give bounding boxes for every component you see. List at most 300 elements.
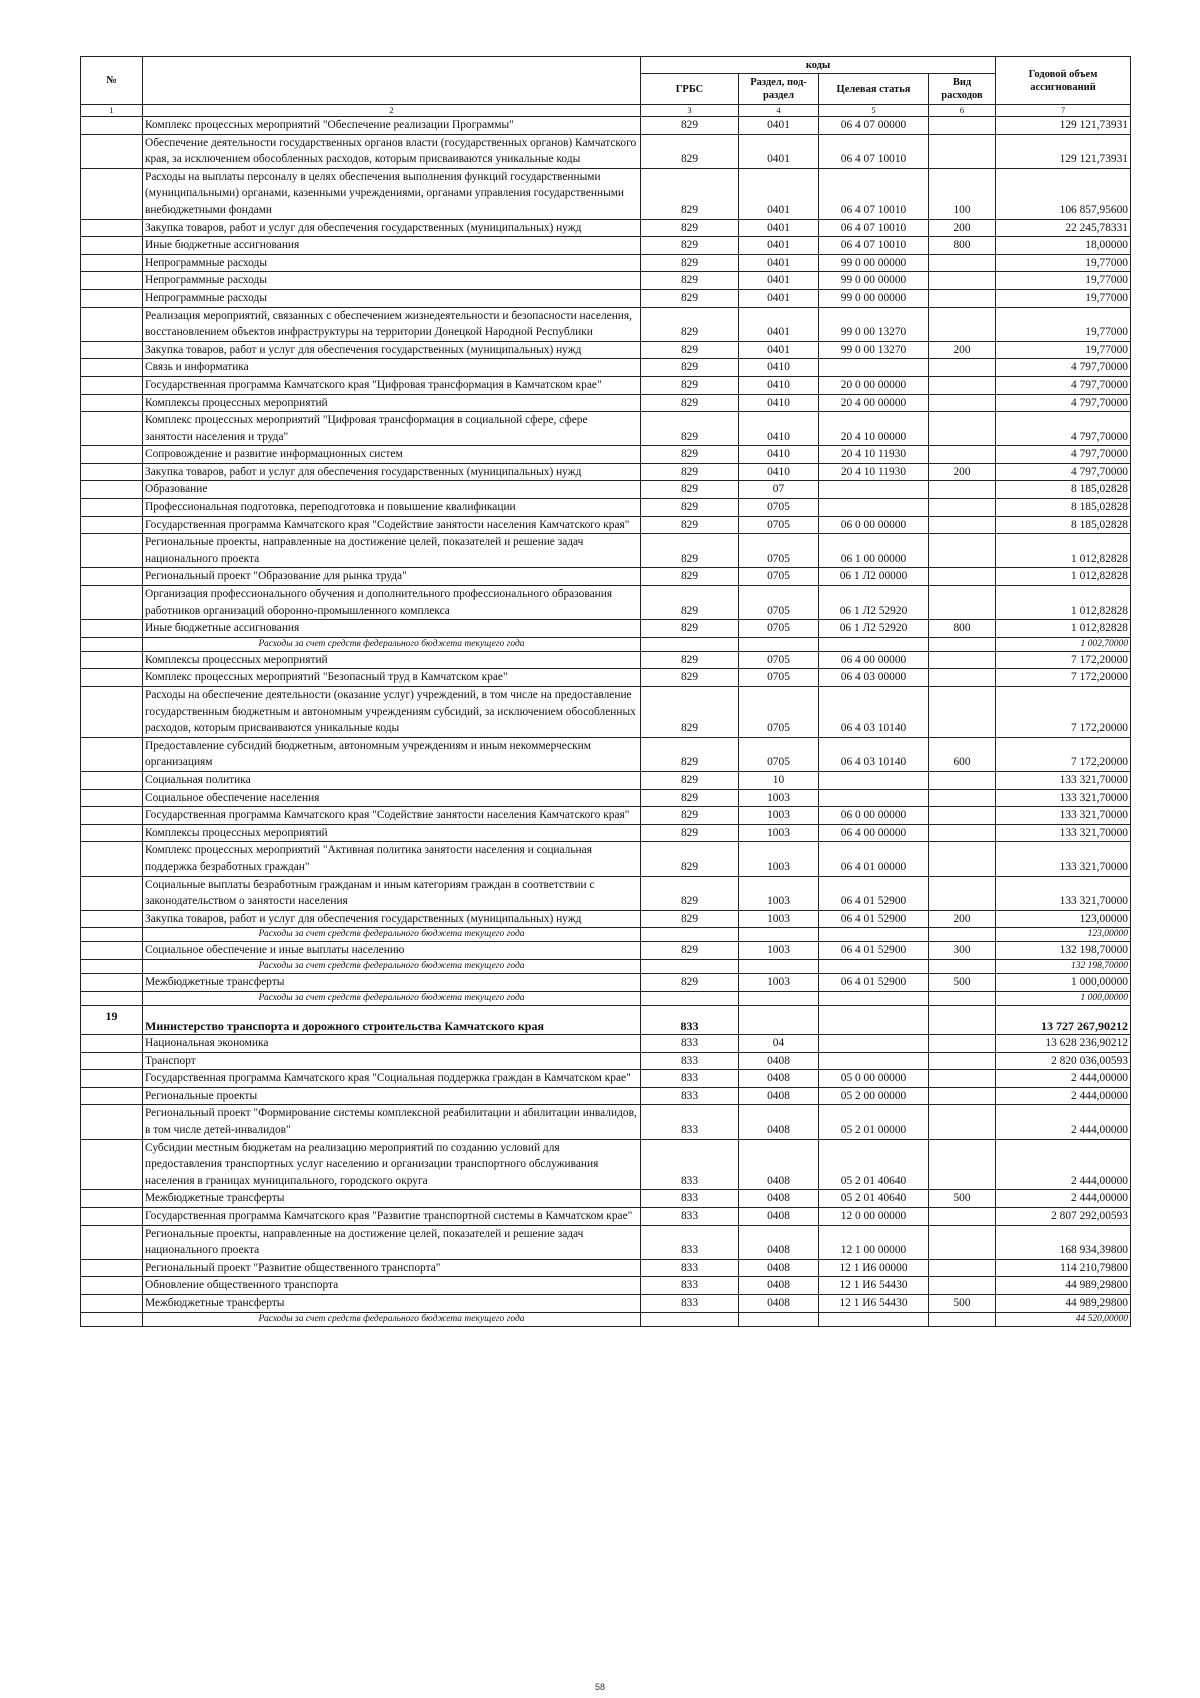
table-row bbox=[81, 1208, 1131, 1226]
amount: 2 444,00000 bbox=[996, 1190, 1131, 1208]
row-number bbox=[81, 586, 143, 620]
grbs-code bbox=[641, 928, 739, 942]
header-index: 6 bbox=[929, 105, 996, 117]
expense-code bbox=[929, 1259, 996, 1277]
section-code: 0410 bbox=[739, 376, 819, 394]
section-code: 0408 bbox=[739, 1070, 819, 1088]
row-name: Закупка товаров, работ и услуг для обеспечения государственных (муниципальных) нужд bbox=[143, 219, 641, 237]
row-number bbox=[81, 1295, 143, 1313]
target-code bbox=[819, 771, 929, 789]
grbs-code: 829 bbox=[641, 807, 739, 825]
row-number bbox=[81, 876, 143, 910]
expense-code bbox=[929, 637, 996, 651]
grbs-code: 833 bbox=[641, 1087, 739, 1105]
expense-code bbox=[929, 586, 996, 620]
amount: 133 321,70000 bbox=[996, 842, 1131, 876]
row-number bbox=[81, 289, 143, 307]
grbs-code: 829 bbox=[641, 973, 739, 991]
row-name: Закупка товаров, работ и услуг для обеспечения государственных (муниципальных) нужд bbox=[143, 341, 641, 359]
section-code: 1003 bbox=[739, 807, 819, 825]
grbs-code: 829 bbox=[641, 219, 739, 237]
table-row bbox=[81, 876, 1131, 910]
row-number bbox=[81, 272, 143, 290]
grbs-code bbox=[641, 637, 739, 651]
grbs-code: 829 bbox=[641, 237, 739, 255]
expense-code bbox=[929, 1225, 996, 1259]
expense-code bbox=[929, 789, 996, 807]
expense-code bbox=[929, 1070, 996, 1088]
section-code bbox=[739, 637, 819, 651]
table-row bbox=[81, 824, 1131, 842]
table-row bbox=[81, 789, 1131, 807]
target-code: 06 4 01 00000 bbox=[819, 842, 929, 876]
expense-code bbox=[929, 1087, 996, 1105]
row-name: Межбюджетные трансферты bbox=[143, 1190, 641, 1208]
grbs-code: 833 bbox=[641, 1277, 739, 1295]
grbs-code: 829 bbox=[641, 254, 739, 272]
amount: 2 807 292,00593 bbox=[996, 1208, 1131, 1226]
section-code: 0401 bbox=[739, 219, 819, 237]
row-number bbox=[81, 1105, 143, 1139]
expense-code bbox=[929, 1005, 996, 1035]
row-number bbox=[81, 1070, 143, 1088]
section-code: 0705 bbox=[739, 568, 819, 586]
expense-code bbox=[929, 272, 996, 290]
row-name: Социальное обеспечение и иные выплаты населению bbox=[143, 942, 641, 960]
row-name: Расходы за счет средств федерального бюджета текущего года bbox=[143, 928, 641, 942]
grbs-code: 829 bbox=[641, 771, 739, 789]
header-index: 4 bbox=[739, 105, 819, 117]
expense-code: 500 bbox=[929, 973, 996, 991]
target-code: 06 4 03 10140 bbox=[819, 737, 929, 771]
row-number bbox=[81, 376, 143, 394]
grbs-code: 829 bbox=[641, 117, 739, 135]
table-row bbox=[81, 307, 1131, 341]
grbs-code: 829 bbox=[641, 499, 739, 517]
row-name: Региональный проект "Развитие общественного транспорта" bbox=[143, 1259, 641, 1277]
target-code: 06 0 00 00000 bbox=[819, 807, 929, 825]
table-row bbox=[81, 446, 1131, 464]
section-code: 0408 bbox=[739, 1259, 819, 1277]
amount: 1 012,82828 bbox=[996, 534, 1131, 568]
expense-code: 500 bbox=[929, 1295, 996, 1313]
expense-code bbox=[929, 394, 996, 412]
header-index: 5 bbox=[819, 105, 929, 117]
amount: 4 797,70000 bbox=[996, 463, 1131, 481]
amount: 2 820 036,00593 bbox=[996, 1052, 1131, 1070]
table-row bbox=[81, 359, 1131, 377]
row-name: Непрограммные расходы bbox=[143, 289, 641, 307]
target-code: 20 4 10 00000 bbox=[819, 412, 929, 446]
expense-code bbox=[929, 499, 996, 517]
header-no: № bbox=[81, 57, 143, 105]
grbs-code: 829 bbox=[641, 620, 739, 638]
grbs-code: 829 bbox=[641, 359, 739, 377]
row-number bbox=[81, 412, 143, 446]
budget-sheet bbox=[80, 56, 1130, 1327]
section-code bbox=[739, 1312, 819, 1326]
federal-funds-row bbox=[81, 959, 1131, 973]
section-code: 0408 bbox=[739, 1208, 819, 1226]
row-number bbox=[81, 307, 143, 341]
table-row bbox=[81, 499, 1131, 517]
federal-funds-row bbox=[81, 928, 1131, 942]
amount: 132 198,70000 bbox=[996, 959, 1131, 973]
section-code: 0401 bbox=[739, 272, 819, 290]
grbs-code: 833 bbox=[641, 1208, 739, 1226]
table-row bbox=[81, 394, 1131, 412]
row-number bbox=[81, 991, 143, 1005]
federal-funds-row bbox=[81, 991, 1131, 1005]
target-code: 05 2 00 00000 bbox=[819, 1087, 929, 1105]
header-index: 2 bbox=[143, 105, 641, 117]
row-number bbox=[81, 959, 143, 973]
row-number bbox=[81, 254, 143, 272]
section-code: 0705 bbox=[739, 737, 819, 771]
expense-code bbox=[929, 1052, 996, 1070]
row-number bbox=[81, 973, 143, 991]
amount: 2 444,00000 bbox=[996, 1087, 1131, 1105]
federal-funds-row bbox=[81, 637, 1131, 651]
grbs-code: 833 bbox=[641, 1259, 739, 1277]
target-code bbox=[819, 1035, 929, 1053]
target-code bbox=[819, 1052, 929, 1070]
expense-code bbox=[929, 481, 996, 499]
header-name bbox=[143, 57, 641, 105]
target-code: 20 0 00 00000 bbox=[819, 376, 929, 394]
row-name: Государственная программа Камчатского края "Развитие транспортной системы в Камчатском крае" bbox=[143, 1208, 641, 1226]
section-code: 0705 bbox=[739, 499, 819, 517]
expense-code bbox=[929, 412, 996, 446]
table-row bbox=[81, 1087, 1131, 1105]
grbs-code bbox=[641, 959, 739, 973]
row-name: Закупка товаров, работ и услуг для обеспечения государственных (муниципальных) нужд bbox=[143, 463, 641, 481]
amount: 1 012,82828 bbox=[996, 586, 1131, 620]
grbs-code: 829 bbox=[641, 534, 739, 568]
table-body bbox=[81, 117, 1131, 1327]
target-code bbox=[819, 928, 929, 942]
row-number bbox=[81, 771, 143, 789]
amount: 4 797,70000 bbox=[996, 394, 1131, 412]
grbs-code: 829 bbox=[641, 651, 739, 669]
expense-code bbox=[929, 534, 996, 568]
section-code: 0401 bbox=[739, 117, 819, 135]
header-index-row bbox=[81, 105, 1131, 117]
section-code: 0408 bbox=[739, 1190, 819, 1208]
section-code: 0410 bbox=[739, 446, 819, 464]
section-code: 0410 bbox=[739, 463, 819, 481]
row-name: Комплексы процессных мероприятий bbox=[143, 394, 641, 412]
section-code: 0401 bbox=[739, 289, 819, 307]
row-name: Комплекс процессных мероприятий "Цифровая трансформация в социальной сфере, сфере занятости населения и труда" bbox=[143, 412, 641, 446]
table-row bbox=[81, 807, 1131, 825]
row-name: Непрограммные расходы bbox=[143, 254, 641, 272]
expense-code bbox=[929, 842, 996, 876]
target-code: 06 0 00 00000 bbox=[819, 516, 929, 534]
expense-code bbox=[929, 651, 996, 669]
header-section: Раздел, под-раздел bbox=[739, 74, 819, 105]
row-name: Сопровождение и развитие информационных систем bbox=[143, 446, 641, 464]
page-number: 58 bbox=[594, 1682, 605, 1692]
section-code: 0401 bbox=[739, 307, 819, 341]
target-code bbox=[819, 789, 929, 807]
row-number bbox=[81, 789, 143, 807]
amount: 7 172,20000 bbox=[996, 687, 1131, 738]
budget-table bbox=[80, 56, 1131, 1327]
target-code: 20 4 10 11930 bbox=[819, 463, 929, 481]
row-number bbox=[81, 237, 143, 255]
target-code: 05 2 01 00000 bbox=[819, 1105, 929, 1139]
amount: 7 172,20000 bbox=[996, 669, 1131, 687]
target-code: 06 4 07 10010 bbox=[819, 219, 929, 237]
amount: 1 000,00000 bbox=[996, 973, 1131, 991]
table-row bbox=[81, 481, 1131, 499]
target-code: 99 0 00 00000 bbox=[819, 272, 929, 290]
amount: 1 002,70000 bbox=[996, 637, 1131, 651]
row-number bbox=[81, 1052, 143, 1070]
target-code bbox=[819, 959, 929, 973]
row-number bbox=[81, 568, 143, 586]
section-code: 0705 bbox=[739, 586, 819, 620]
row-number bbox=[81, 1087, 143, 1105]
amount: 19,77000 bbox=[996, 307, 1131, 341]
amount: 19,77000 bbox=[996, 272, 1131, 290]
table-row bbox=[81, 534, 1131, 568]
row-number bbox=[81, 219, 143, 237]
expense-code: 300 bbox=[929, 942, 996, 960]
grbs-code: 829 bbox=[641, 446, 739, 464]
expense-code: 200 bbox=[929, 341, 996, 359]
grbs-code: 833 bbox=[641, 1070, 739, 1088]
target-code bbox=[819, 637, 929, 651]
section-code: 0401 bbox=[739, 237, 819, 255]
grbs-code: 829 bbox=[641, 307, 739, 341]
row-number bbox=[81, 1277, 143, 1295]
grbs-code: 833 bbox=[641, 1190, 739, 1208]
table-row bbox=[81, 1295, 1131, 1313]
row-name: Расходы за счет средств федерального бюджета текущего года bbox=[143, 991, 641, 1005]
grbs-code: 829 bbox=[641, 910, 739, 928]
section-code bbox=[739, 928, 819, 942]
table-row bbox=[81, 651, 1131, 669]
section-code: 0410 bbox=[739, 394, 819, 412]
header-row-1 bbox=[81, 57, 1131, 74]
amount: 13 727 267,90212 bbox=[996, 1005, 1131, 1035]
expense-code bbox=[929, 568, 996, 586]
amount: 106 857,95600 bbox=[996, 168, 1131, 219]
row-number bbox=[81, 117, 143, 135]
header-index: 3 bbox=[641, 105, 739, 117]
section-code: 10 bbox=[739, 771, 819, 789]
grbs-code: 829 bbox=[641, 687, 739, 738]
row-name: Комплексы процессных мероприятий bbox=[143, 651, 641, 669]
section-code: 0408 bbox=[739, 1052, 819, 1070]
row-name: Комплекс процессных мероприятий "Активная политика занятости населения и социальная поддержка безработных граждан" bbox=[143, 842, 641, 876]
target-code bbox=[819, 499, 929, 517]
expense-code bbox=[929, 991, 996, 1005]
table-row bbox=[81, 620, 1131, 638]
expense-code: 200 bbox=[929, 463, 996, 481]
section-code: 0408 bbox=[739, 1139, 819, 1190]
grbs-code: 833 bbox=[641, 1105, 739, 1139]
grbs-code: 833 bbox=[641, 1005, 739, 1035]
section-code: 0401 bbox=[739, 168, 819, 219]
grbs-code: 829 bbox=[641, 134, 739, 168]
row-number bbox=[81, 807, 143, 825]
row-name: Государственная программа Камчатского края "Цифровая трансформация в Камчатском крае" bbox=[143, 376, 641, 394]
row-name: Расходы за счет средств федерального бюджета текущего года bbox=[143, 959, 641, 973]
row-number bbox=[81, 1190, 143, 1208]
row-name: Расходы за счет средств федерального бюджета текущего года bbox=[143, 1312, 641, 1326]
amount: 44 989,29800 bbox=[996, 1277, 1131, 1295]
row-number bbox=[81, 446, 143, 464]
target-code: 99 0 00 00000 bbox=[819, 254, 929, 272]
table-row bbox=[81, 516, 1131, 534]
ministry-row bbox=[81, 1005, 1131, 1035]
row-name: Расходы за счет средств федерального бюджета текущего года bbox=[143, 637, 641, 651]
amount: 133 321,70000 bbox=[996, 876, 1131, 910]
table-row bbox=[81, 1259, 1131, 1277]
section-code: 1003 bbox=[739, 942, 819, 960]
row-number bbox=[81, 942, 143, 960]
grbs-code: 833 bbox=[641, 1225, 739, 1259]
grbs-code: 829 bbox=[641, 168, 739, 219]
section-code: 0401 bbox=[739, 254, 819, 272]
expense-code bbox=[929, 1139, 996, 1190]
row-name: Региональный проект "Образование для рынка труда" bbox=[143, 568, 641, 586]
amount: 133 321,70000 bbox=[996, 807, 1131, 825]
header-index: 7 bbox=[996, 105, 1131, 117]
grbs-code: 829 bbox=[641, 516, 739, 534]
table-row bbox=[81, 168, 1131, 219]
expense-code bbox=[929, 307, 996, 341]
table-row bbox=[81, 237, 1131, 255]
header-codes: коды bbox=[641, 57, 996, 74]
expense-code bbox=[929, 1277, 996, 1295]
row-name: Межбюджетные трансферты bbox=[143, 973, 641, 991]
row-number bbox=[81, 1208, 143, 1226]
row-number bbox=[81, 824, 143, 842]
target-code: 06 1 00 00000 bbox=[819, 534, 929, 568]
row-name: Комплекс процессных мероприятий "Обеспечение реализации Программы" bbox=[143, 117, 641, 135]
amount: 22 245,78331 bbox=[996, 219, 1131, 237]
row-name: Закупка товаров, работ и услуг для обеспечения государственных (муниципальных) нужд bbox=[143, 910, 641, 928]
expense-code bbox=[929, 771, 996, 789]
expense-code bbox=[929, 359, 996, 377]
section-code: 1003 bbox=[739, 842, 819, 876]
expense-code bbox=[929, 1035, 996, 1053]
amount: 133 321,70000 bbox=[996, 824, 1131, 842]
table-row bbox=[81, 910, 1131, 928]
row-name: Межбюджетные трансферты bbox=[143, 1295, 641, 1313]
row-number bbox=[81, 687, 143, 738]
section-code: 1003 bbox=[739, 876, 819, 910]
section-code: 0408 bbox=[739, 1295, 819, 1313]
target-code: 12 0 00 00000 bbox=[819, 1208, 929, 1226]
expense-code bbox=[929, 807, 996, 825]
section-code: 0705 bbox=[739, 620, 819, 638]
grbs-code: 829 bbox=[641, 463, 739, 481]
expense-code bbox=[929, 376, 996, 394]
amount: 2 444,00000 bbox=[996, 1070, 1131, 1088]
row-name: Транспорт bbox=[143, 1052, 641, 1070]
section-code: 0410 bbox=[739, 412, 819, 446]
amount: 1 000,00000 bbox=[996, 991, 1131, 1005]
row-name: Расходы на обеспечение деятельности (оказание услуг) учреждений, в том числе на предоставление государственным бюджетным и автономным учреждениям субсидий, за исключением обособленных расходов, которым присваиваются уникальные коды bbox=[143, 687, 641, 738]
table-row bbox=[81, 272, 1131, 290]
amount: 8 185,02828 bbox=[996, 481, 1131, 499]
section-code: 1003 bbox=[739, 910, 819, 928]
target-code: 12 1 И6 54430 bbox=[819, 1277, 929, 1295]
grbs-code: 829 bbox=[641, 737, 739, 771]
table-row bbox=[81, 1139, 1131, 1190]
target-code: 20 4 10 11930 bbox=[819, 446, 929, 464]
amount: 2 444,00000 bbox=[996, 1139, 1131, 1190]
table-row bbox=[81, 1070, 1131, 1088]
grbs-code: 829 bbox=[641, 376, 739, 394]
grbs-code: 829 bbox=[641, 289, 739, 307]
section-code: 07 bbox=[739, 481, 819, 499]
grbs-code: 829 bbox=[641, 341, 739, 359]
row-number bbox=[81, 1259, 143, 1277]
grbs-code: 829 bbox=[641, 394, 739, 412]
amount: 44 989,29800 bbox=[996, 1295, 1131, 1313]
grbs-code: 829 bbox=[641, 586, 739, 620]
row-name: Непрограммные расходы bbox=[143, 272, 641, 290]
expense-code: 500 bbox=[929, 1190, 996, 1208]
row-name: Организация профессионального обучения и дополнительного профессионального образования работников организаций оборонно-промышленного комплекса bbox=[143, 586, 641, 620]
federal-funds-row bbox=[81, 1312, 1131, 1326]
row-number bbox=[81, 359, 143, 377]
target-code: 06 4 01 52900 bbox=[819, 973, 929, 991]
row-number bbox=[81, 1225, 143, 1259]
amount: 129 121,73931 bbox=[996, 117, 1131, 135]
amount: 133 321,70000 bbox=[996, 789, 1131, 807]
table-row bbox=[81, 376, 1131, 394]
amount: 4 797,70000 bbox=[996, 412, 1131, 446]
row-name: Региональные проекты, направленные на достижение целей, показателей и решение задач национального проекта bbox=[143, 1225, 641, 1259]
row-number bbox=[81, 1312, 143, 1326]
header-grbs: ГРБС bbox=[641, 74, 739, 105]
row-number bbox=[81, 394, 143, 412]
row-number bbox=[81, 928, 143, 942]
table-row bbox=[81, 973, 1131, 991]
target-code: 05 2 01 40640 bbox=[819, 1139, 929, 1190]
amount: 8 185,02828 bbox=[996, 499, 1131, 517]
amount: 123,00000 bbox=[996, 910, 1131, 928]
section-code bbox=[739, 991, 819, 1005]
table-row bbox=[81, 289, 1131, 307]
row-name: Национальная экономика bbox=[143, 1035, 641, 1053]
table-row bbox=[81, 1105, 1131, 1139]
target-code: 20 4 00 00000 bbox=[819, 394, 929, 412]
row-number bbox=[81, 842, 143, 876]
expense-code bbox=[929, 1312, 996, 1326]
section-code: 0401 bbox=[739, 341, 819, 359]
row-number bbox=[81, 481, 143, 499]
row-name: Образование bbox=[143, 481, 641, 499]
table-row bbox=[81, 771, 1131, 789]
table-row bbox=[81, 117, 1131, 135]
row-name: Социальная политика bbox=[143, 771, 641, 789]
target-code: 12 1 И6 54430 bbox=[819, 1295, 929, 1313]
row-name: Обновление общественного транспорта bbox=[143, 1277, 641, 1295]
grbs-code: 829 bbox=[641, 272, 739, 290]
section-code: 04 bbox=[739, 1035, 819, 1053]
expense-code: 200 bbox=[929, 910, 996, 928]
row-name: Предоставление субсидий бюджетным, автономным учреждениям и иным некоммерческим организациям bbox=[143, 737, 641, 771]
amount: 4 797,70000 bbox=[996, 446, 1131, 464]
